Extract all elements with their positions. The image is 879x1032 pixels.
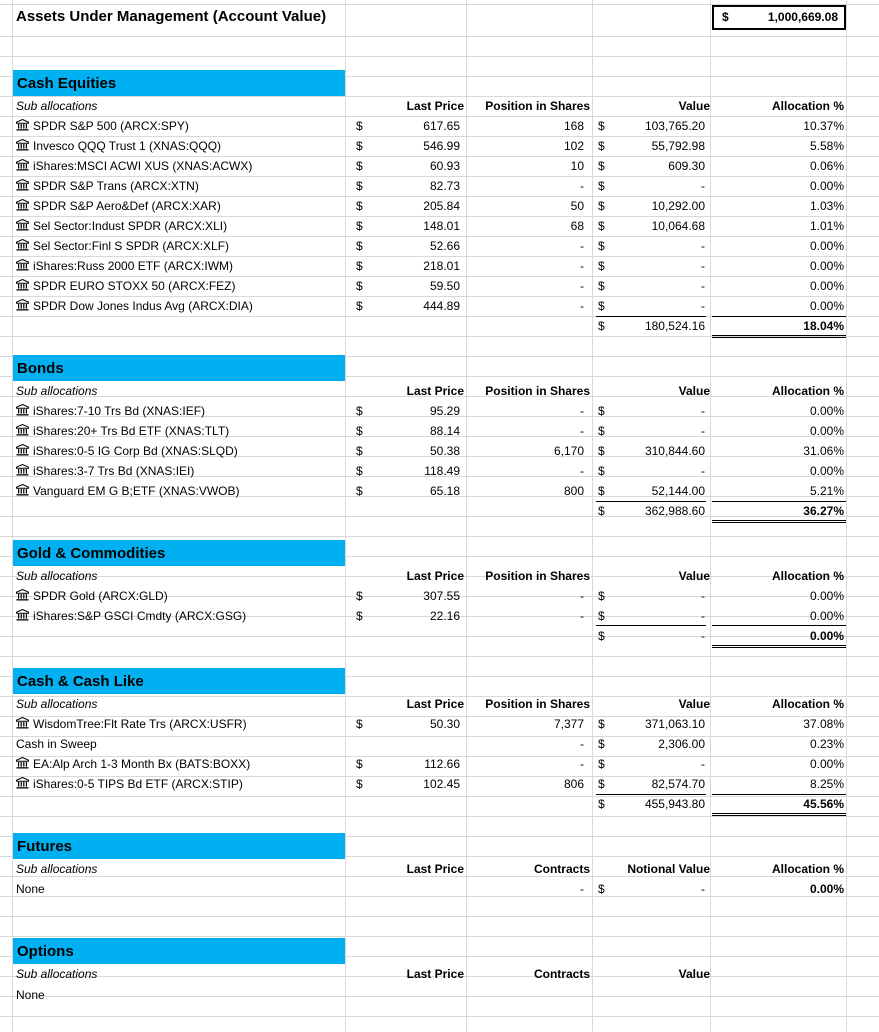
bank-building-icon <box>16 157 29 169</box>
bank-building-icon <box>16 462 29 474</box>
holding-name[interactable] <box>16 481 342 501</box>
total-allocation: 36.27% <box>803 504 844 518</box>
shares: - <box>580 609 584 623</box>
allocation: 0.00% <box>809 239 844 253</box>
shares: 6,170 <box>553 444 584 458</box>
last-price: 59.50 <box>429 279 460 293</box>
value-currency: $ <box>598 484 605 498</box>
holding-name-text: SPDR Dow Jones Indus Avg (ARCX:DIA) <box>33 299 253 313</box>
holding-name[interactable] <box>16 421 342 441</box>
shares: 800 <box>563 484 584 498</box>
allocation: 0.00% <box>809 589 844 603</box>
allocation: 5.21% <box>809 484 844 498</box>
last-price: 218.01 <box>423 259 460 273</box>
value-currency: $ <box>598 589 605 603</box>
allocation: 8.25% <box>809 777 844 791</box>
value-currency: $ <box>598 199 605 213</box>
value-currency: $ <box>598 159 605 173</box>
holding-name[interactable] <box>16 441 342 461</box>
position-header: Position in Shares <box>485 697 590 711</box>
price-currency: $ <box>356 259 363 273</box>
holding-name-text: Invesco QQQ Trust 1 (XNAS:QQQ) <box>33 139 222 153</box>
holding-name-text: iShares:3-7 Trs Bd (XNAS:IEI) <box>33 464 195 478</box>
value: 371,063.10 <box>644 717 705 731</box>
value-currency: $ <box>598 299 605 313</box>
shares: 168 <box>563 119 584 133</box>
value: 310,844.60 <box>644 444 705 458</box>
last-price: 52.66 <box>429 239 460 253</box>
price-currency: $ <box>356 159 363 173</box>
holding-name-text: Sel Sector:Indust SPDR (ARCX:XLI) <box>33 219 228 233</box>
holding-name-text: iShares:S&P GSCI Cmdty (ARCX:GSG) <box>33 609 247 623</box>
holding-name[interactable] <box>16 734 342 754</box>
bank-building-icon <box>16 607 29 619</box>
value: 55,792.98 <box>651 139 705 153</box>
value-currency: $ <box>598 737 605 751</box>
shares: 102 <box>563 139 584 153</box>
holding-name[interactable] <box>16 216 342 236</box>
allocation: 0.23% <box>809 737 844 751</box>
value: - <box>701 464 705 478</box>
sub-allocations-label: Sub allocations <box>16 99 98 113</box>
price-currency: $ <box>356 464 363 478</box>
price-currency: $ <box>356 757 363 771</box>
section-header-options: Options <box>13 938 345 964</box>
holding-name-text: WisdomTree:Flt Rate Trs (ARCX:USFR) <box>33 717 247 731</box>
holding-name[interactable] <box>16 714 342 734</box>
shares: - <box>580 259 584 273</box>
bank-building-icon <box>16 177 29 189</box>
price-currency: $ <box>356 589 363 603</box>
value-header: Value <box>678 99 710 113</box>
value-currency: $ <box>598 219 605 233</box>
futures-currency: $ <box>598 882 605 896</box>
sub-allocations-label: Sub allocations <box>16 967 98 981</box>
holding-name[interactable] <box>16 236 342 256</box>
shares: - <box>580 464 584 478</box>
holding-name-text: iShares:0-5 TIPS Bd ETF (ARCX:STIP) <box>33 777 243 791</box>
holding-name[interactable] <box>16 176 342 196</box>
holding-name-text: SPDR S&P 500 (ARCX:SPY) <box>33 119 189 133</box>
last-price: 444.89 <box>423 299 460 313</box>
value-currency: $ <box>598 757 605 771</box>
total-value: 180,524.16 <box>644 319 705 333</box>
section-header-futures: Futures <box>13 833 345 859</box>
allocation: 0.00% <box>809 757 844 771</box>
total-currency: $ <box>598 504 605 518</box>
bank-building-icon <box>16 217 29 229</box>
holding-name[interactable] <box>16 606 342 626</box>
sub-allocations-label: Sub allocations <box>16 697 98 711</box>
total-value: - <box>701 629 705 643</box>
holding-name-text: iShares:Russ 2000 ETF (ARCX:IWM) <box>33 259 234 273</box>
value: 10,064.68 <box>651 219 705 233</box>
value-header: Value <box>678 384 710 398</box>
holding-name-text: iShares:MSCI ACWI XUS (XNAS:ACWX) <box>33 159 253 173</box>
allocation-header: Allocation % <box>771 569 844 583</box>
last-price: 546.99 <box>423 139 460 153</box>
allocation: 5.58% <box>809 139 844 153</box>
price-currency: $ <box>356 717 363 731</box>
last-price: 82.73 <box>429 179 460 193</box>
value-currency: $ <box>598 444 605 458</box>
last-price: 102.45 <box>423 777 460 791</box>
value: 2,306.00 <box>658 737 705 751</box>
holding-name-text: iShares:7-10 Trs Bd (XNAS:IEF) <box>33 404 206 418</box>
shares: 10 <box>570 159 584 173</box>
allocation: 1.03% <box>809 199 844 213</box>
value: 52,144.00 <box>651 484 705 498</box>
holding-name-text: iShares:0-5 IG Corp Bd (XNAS:SLQD) <box>33 444 238 458</box>
value-currency: $ <box>598 259 605 273</box>
allocation: 10.37% <box>803 119 844 133</box>
last-price: 148.01 <box>423 219 460 233</box>
sub-allocations-label: Sub allocations <box>16 569 98 583</box>
price-currency: $ <box>356 219 363 233</box>
section-header-gold: Gold & Commodities <box>13 540 345 566</box>
section-header-cash_equities: Cash Equities <box>13 70 345 96</box>
position-header: Position in Shares <box>485 384 590 398</box>
futures-contracts: - <box>580 882 584 896</box>
holding-name[interactable] <box>16 296 342 316</box>
allocation: 0.00% <box>809 179 844 193</box>
futures-value: - <box>701 882 705 896</box>
aum-amount: 1,000,669.08 <box>767 10 838 24</box>
total-value: 362,988.60 <box>644 504 705 518</box>
bank-building-icon <box>16 197 29 209</box>
total-currency: $ <box>598 319 605 333</box>
last-price-header: Last Price <box>406 967 464 981</box>
value-header: Value <box>678 569 710 583</box>
total-allocation: 18.04% <box>803 319 844 333</box>
shares: 806 <box>563 777 584 791</box>
bank-building-icon <box>16 277 29 289</box>
page-title: Assets Under Management (Account Value) <box>16 8 327 25</box>
last-price-header: Last Price <box>406 99 464 113</box>
shares: - <box>580 589 584 603</box>
holding-name-text: Sel Sector:Finl S SPDR (ARCX:XLF) <box>33 239 230 253</box>
bank-building-icon <box>16 422 29 434</box>
allocation: 0.00% <box>809 299 844 313</box>
shares: 50 <box>570 199 584 213</box>
allocation: 37.08% <box>803 717 844 731</box>
value: - <box>701 589 705 603</box>
holding-name[interactable] <box>16 276 342 296</box>
allocation: 1.01% <box>809 219 844 233</box>
sub-allocations-label: Sub allocations <box>16 384 98 398</box>
aum-currency: $ <box>722 10 729 24</box>
shares: - <box>580 239 584 253</box>
bank-building-icon <box>16 117 29 129</box>
futures-allocation: 0.00% <box>809 882 844 896</box>
shares: - <box>580 279 584 293</box>
value: - <box>701 424 705 438</box>
last-price-header: Last Price <box>406 697 464 711</box>
value: - <box>701 179 705 193</box>
price-currency: $ <box>356 424 363 438</box>
value: - <box>701 609 705 623</box>
bank-building-icon <box>16 482 29 494</box>
price-currency: $ <box>356 609 363 623</box>
sub-allocations-label: Sub allocations <box>16 862 98 876</box>
bank-building-icon <box>16 442 29 454</box>
last-price: 22.16 <box>429 609 460 623</box>
price-currency: $ <box>356 777 363 791</box>
holding-name[interactable] <box>16 774 342 794</box>
value-header: Value <box>678 967 710 981</box>
futures-none: None <box>16 882 45 896</box>
holding-name[interactable] <box>16 461 342 481</box>
value: 82,574.70 <box>651 777 705 791</box>
shares: - <box>580 179 584 193</box>
value: - <box>701 404 705 418</box>
allocation: 0.00% <box>809 404 844 418</box>
price-currency: $ <box>356 119 363 133</box>
holding-name-text: Vanguard EM G B;ETF (XNAS:VWOB) <box>33 484 240 498</box>
last-price: 50.30 <box>429 717 460 731</box>
allocation: 0.00% <box>809 464 844 478</box>
contracts-header: Contracts <box>533 967 590 981</box>
value-currency: $ <box>598 609 605 623</box>
bank-building-icon <box>16 775 29 787</box>
holding-name[interactable] <box>16 196 342 216</box>
last-price: 88.14 <box>429 424 460 438</box>
price-currency: $ <box>356 404 363 418</box>
shares: - <box>580 737 584 751</box>
value-currency: $ <box>598 139 605 153</box>
value: - <box>701 259 705 273</box>
position-header: Position in Shares <box>485 569 590 583</box>
allocation: 0.06% <box>809 159 844 173</box>
price-currency: $ <box>356 279 363 293</box>
notional-value-header: Notional Value <box>627 862 710 876</box>
bank-building-icon <box>16 755 29 767</box>
holding-name[interactable] <box>16 754 342 774</box>
shares: 68 <box>570 219 584 233</box>
value-currency: $ <box>598 239 605 253</box>
value: - <box>701 239 705 253</box>
last-price: 65.18 <box>429 484 460 498</box>
allocation: 0.00% <box>809 424 844 438</box>
allocation-header: Allocation % <box>771 697 844 711</box>
last-price: 60.93 <box>429 159 460 173</box>
value: - <box>701 279 705 293</box>
last-price-header: Last Price <box>406 384 464 398</box>
last-price: 205.84 <box>423 199 460 213</box>
holding-name-text: SPDR Gold (ARCX:GLD) <box>33 589 168 603</box>
value-currency: $ <box>598 424 605 438</box>
last-price: 50.38 <box>429 444 460 458</box>
bank-building-icon <box>16 237 29 249</box>
value: 10,292.00 <box>651 199 705 213</box>
price-currency: $ <box>356 179 363 193</box>
value-currency: $ <box>598 119 605 133</box>
holding-name-text: EA:Alp Arch 1-3 Month Bx (BATS:BOXX) <box>33 757 251 771</box>
shares: 7,377 <box>553 717 584 731</box>
price-currency: $ <box>356 199 363 213</box>
allocation-header: Allocation % <box>771 862 844 876</box>
last-price: 118.49 <box>424 464 460 478</box>
value: - <box>701 299 705 313</box>
section-header-cash: Cash & Cash Like <box>13 668 345 694</box>
price-currency: $ <box>356 239 363 253</box>
price-currency: $ <box>356 139 363 153</box>
bank-building-icon <box>16 402 29 414</box>
shares: - <box>580 757 584 771</box>
value-currency: $ <box>598 179 605 193</box>
value: 609.30 <box>668 159 705 173</box>
section-header-bonds: Bonds <box>13 355 345 381</box>
holding-name[interactable] <box>16 401 342 421</box>
last-price: 112.66 <box>424 757 460 771</box>
value-currency: $ <box>598 279 605 293</box>
bank-building-icon <box>16 587 29 599</box>
total-currency: $ <box>598 629 605 643</box>
allocation: 31.06% <box>803 444 844 458</box>
total-value: 455,943.80 <box>644 797 705 811</box>
bank-building-icon <box>16 257 29 269</box>
holding-name[interactable] <box>16 136 342 156</box>
allocation: 0.00% <box>809 259 844 273</box>
last-price-header: Last Price <box>406 862 464 876</box>
value-currency: $ <box>598 717 605 731</box>
bank-building-icon <box>16 715 29 727</box>
holding-name-text: iShares:20+ Trs Bd ETF (XNAS:TLT) <box>33 424 230 438</box>
total-currency: $ <box>598 797 605 811</box>
total-allocation: 45.56% <box>803 797 844 811</box>
total-allocation: 0.00% <box>809 629 844 643</box>
allocation: 0.00% <box>809 279 844 293</box>
allocation: 0.00% <box>809 609 844 623</box>
last-price: 617.65 <box>423 119 460 133</box>
shares: - <box>580 424 584 438</box>
holding-name[interactable] <box>16 156 342 176</box>
shares: - <box>580 404 584 418</box>
value: - <box>701 757 705 771</box>
value: 103,765.20 <box>644 119 705 133</box>
last-price: 95.29 <box>429 404 460 418</box>
value-currency: $ <box>598 404 605 418</box>
last-price: 307.55 <box>423 589 460 603</box>
contracts-header: Contracts <box>533 862 590 876</box>
allocation-header: Allocation % <box>771 99 844 113</box>
position-header: Position in Shares <box>485 99 590 113</box>
last-price-header: Last Price <box>406 569 464 583</box>
holding-name[interactable] <box>16 586 342 606</box>
holding-name-text: SPDR S&P Trans (ARCX:XTN) <box>33 179 199 193</box>
value-currency: $ <box>598 464 605 478</box>
holding-name-text: SPDR EURO STOXX 50 (ARCX:FEZ) <box>33 279 236 293</box>
price-currency: $ <box>356 299 363 313</box>
value-header: Value <box>678 697 710 711</box>
shares: - <box>580 299 584 313</box>
price-currency: $ <box>356 444 363 458</box>
holding-name-text: Cash in Sweep <box>16 737 97 751</box>
bank-building-icon <box>16 137 29 149</box>
aum-total-cell[interactable] <box>712 5 846 30</box>
price-currency: $ <box>356 484 363 498</box>
holding-name-text: SPDR S&P Aero&Def (ARCX:XAR) <box>33 199 221 213</box>
allocation-header: Allocation % <box>771 384 844 398</box>
holding-name[interactable] <box>16 116 342 136</box>
bank-building-icon <box>16 297 29 309</box>
value-currency: $ <box>598 777 605 791</box>
holding-name[interactable] <box>16 256 342 276</box>
options-none: None <box>16 988 45 1002</box>
